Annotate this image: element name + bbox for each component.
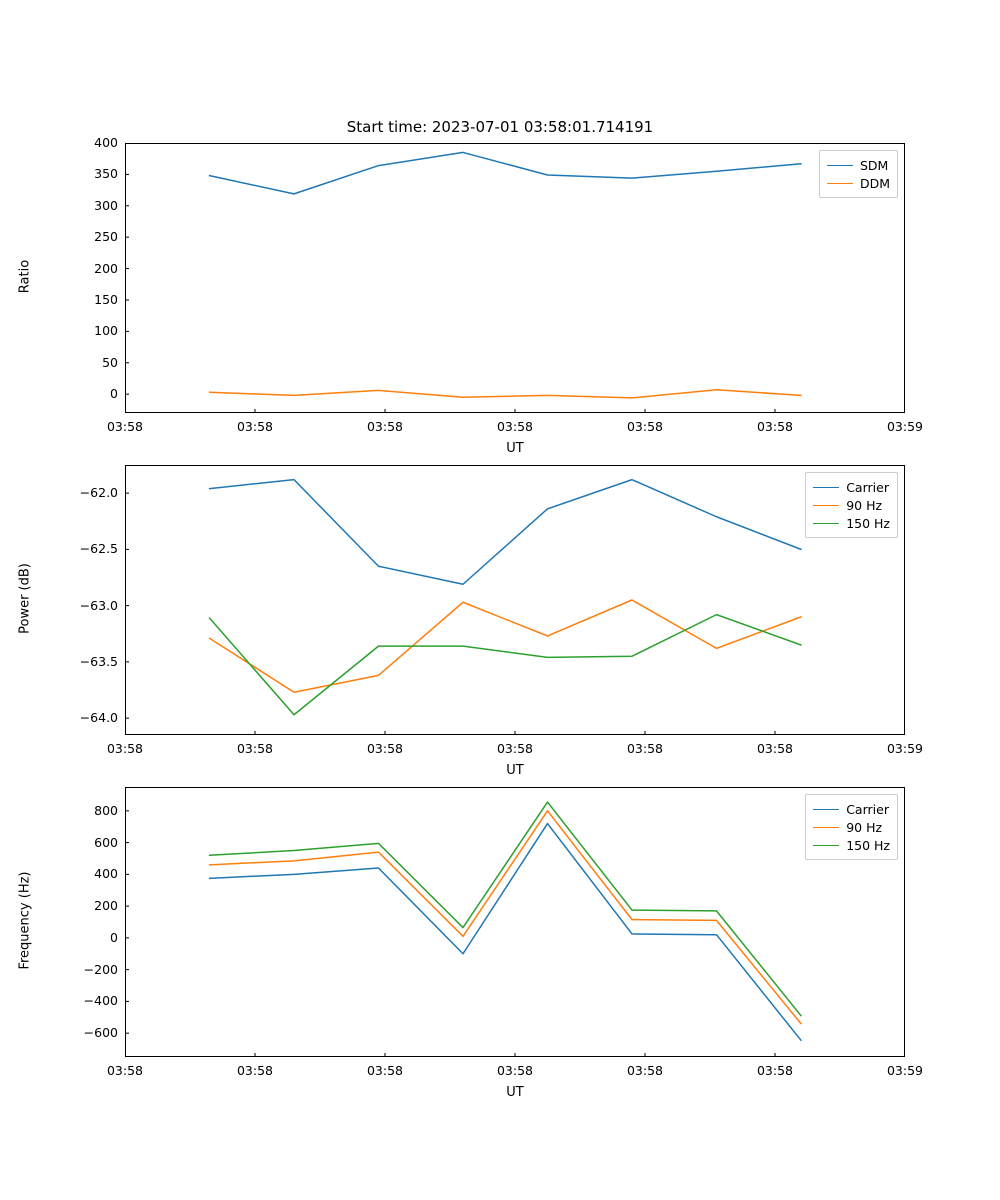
legend-swatch bbox=[813, 827, 839, 828]
series-line-sdm bbox=[210, 152, 802, 193]
x-tick-label: 03:58 bbox=[366, 1063, 404, 1078]
x-tick-label: 03:58 bbox=[756, 741, 794, 756]
ratio-panel-legend bbox=[819, 150, 898, 198]
legend-entry bbox=[827, 156, 890, 174]
legend-swatch bbox=[813, 523, 839, 524]
series-line-150-hz bbox=[210, 615, 802, 715]
y-tick-label: 250 bbox=[94, 229, 118, 245]
y-tick-label: 200 bbox=[94, 898, 118, 914]
y-tick-label: −400 bbox=[83, 993, 118, 1009]
axes-frame bbox=[126, 466, 905, 735]
y-tick-label: −62.0 bbox=[79, 485, 118, 501]
legend-entry-label: SDM bbox=[859, 157, 889, 173]
series-line-carrier bbox=[210, 480, 802, 585]
x-axis-label: UT bbox=[506, 441, 524, 456]
y-tick-label: 300 bbox=[94, 197, 118, 213]
legend-entry bbox=[813, 514, 890, 532]
x-tick-label: 03:58 bbox=[626, 1063, 664, 1078]
x-axis-label: UT bbox=[506, 1085, 524, 1100]
y-tick-label: −600 bbox=[83, 1025, 118, 1041]
x-tick-label: 03:59 bbox=[886, 1063, 924, 1078]
x-tick-label: 03:59 bbox=[886, 419, 924, 434]
legend-swatch bbox=[813, 845, 839, 846]
y-tick-label: 800 bbox=[94, 802, 118, 818]
series-line-150-hz bbox=[210, 802, 802, 1016]
x-tick-label: 03:58 bbox=[106, 1063, 144, 1078]
x-tick-label: 03:58 bbox=[496, 741, 534, 756]
x-tick-label: 03:58 bbox=[626, 419, 664, 434]
x-tick-label: 03:58 bbox=[626, 741, 664, 756]
y-tick-label: 600 bbox=[94, 834, 118, 850]
x-tick-label: 03:58 bbox=[756, 419, 794, 434]
legend-entry-label: 90 Hz bbox=[846, 497, 883, 513]
y-tick-label: 0 bbox=[110, 929, 118, 945]
legend-entry bbox=[813, 496, 890, 514]
y-tick-label: 200 bbox=[94, 260, 118, 276]
y-axis-label: Ratio bbox=[17, 259, 33, 294]
y-tick-label: 350 bbox=[94, 166, 118, 182]
frequency-panel-legend bbox=[805, 794, 898, 860]
ratio-panel bbox=[125, 143, 905, 413]
x-tick-label: 03:58 bbox=[106, 741, 144, 756]
x-tick-label: 03:59 bbox=[886, 741, 924, 756]
axes-frame bbox=[126, 788, 905, 1057]
legend-entry-label: 150 Hz bbox=[846, 837, 890, 853]
y-tick-label: −62.5 bbox=[79, 541, 118, 557]
x-tick-label: 03:58 bbox=[236, 419, 274, 434]
ratio-panel-plot-area bbox=[125, 143, 905, 413]
x-axis-label: UT bbox=[506, 763, 524, 778]
series-line-carrier bbox=[210, 824, 802, 1041]
legend-entry bbox=[813, 800, 890, 818]
series-line-90-hz bbox=[210, 811, 802, 1024]
y-tick-label: 150 bbox=[94, 291, 118, 307]
page-title: Start time: 2023-07-01 03:58:01.714191 bbox=[346, 118, 654, 136]
x-tick-label: 03:58 bbox=[236, 741, 274, 756]
y-tick-label: 50 bbox=[102, 354, 118, 370]
x-tick-label: 03:58 bbox=[496, 419, 534, 434]
legend-entry bbox=[827, 174, 890, 192]
y-tick-label: −200 bbox=[83, 961, 118, 977]
y-tick-label: 400 bbox=[94, 866, 118, 882]
legend-entry bbox=[813, 478, 890, 496]
legend-swatch bbox=[827, 183, 853, 184]
legend-entry bbox=[813, 818, 890, 836]
legend-swatch bbox=[813, 809, 839, 810]
legend-swatch bbox=[813, 487, 839, 488]
power-panel-legend bbox=[805, 472, 898, 538]
y-tick-label: 0 bbox=[110, 386, 118, 402]
legend-entry-label: 150 Hz bbox=[846, 515, 890, 531]
legend-entry bbox=[813, 836, 890, 854]
y-tick-label: −64.0 bbox=[79, 710, 118, 726]
x-tick-label: 03:58 bbox=[756, 1063, 794, 1078]
x-tick-label: 03:58 bbox=[366, 419, 404, 434]
power-panel-plot-area bbox=[125, 465, 905, 735]
series-line-90-hz bbox=[210, 600, 802, 692]
legend-swatch bbox=[827, 165, 853, 166]
legend-entry-label: Carrier bbox=[846, 479, 889, 495]
legend-entry-label: 90 Hz bbox=[846, 819, 883, 835]
y-axis-label: Power (dB) bbox=[17, 563, 33, 634]
x-tick-label: 03:58 bbox=[496, 1063, 534, 1078]
y-tick-label: 400 bbox=[94, 135, 118, 150]
series-line-ddm bbox=[210, 390, 802, 398]
x-tick-label: 03:58 bbox=[236, 1063, 274, 1078]
x-tick-label: 03:58 bbox=[106, 419, 144, 434]
x-tick-label: 03:58 bbox=[366, 741, 404, 756]
y-tick-label: −63.0 bbox=[79, 597, 118, 613]
y-tick-label: 100 bbox=[94, 323, 118, 339]
legend-swatch bbox=[813, 505, 839, 506]
frequency-panel-plot-area bbox=[125, 787, 905, 1057]
legend-entry-label: DDM bbox=[859, 175, 890, 191]
legend-entry-label: Carrier bbox=[846, 801, 889, 817]
axes-frame bbox=[126, 144, 905, 413]
power-panel bbox=[125, 465, 905, 735]
y-axis-label: Frequency (Hz) bbox=[17, 871, 33, 970]
frequency-panel bbox=[125, 787, 905, 1057]
y-tick-label: −63.5 bbox=[79, 653, 118, 669]
